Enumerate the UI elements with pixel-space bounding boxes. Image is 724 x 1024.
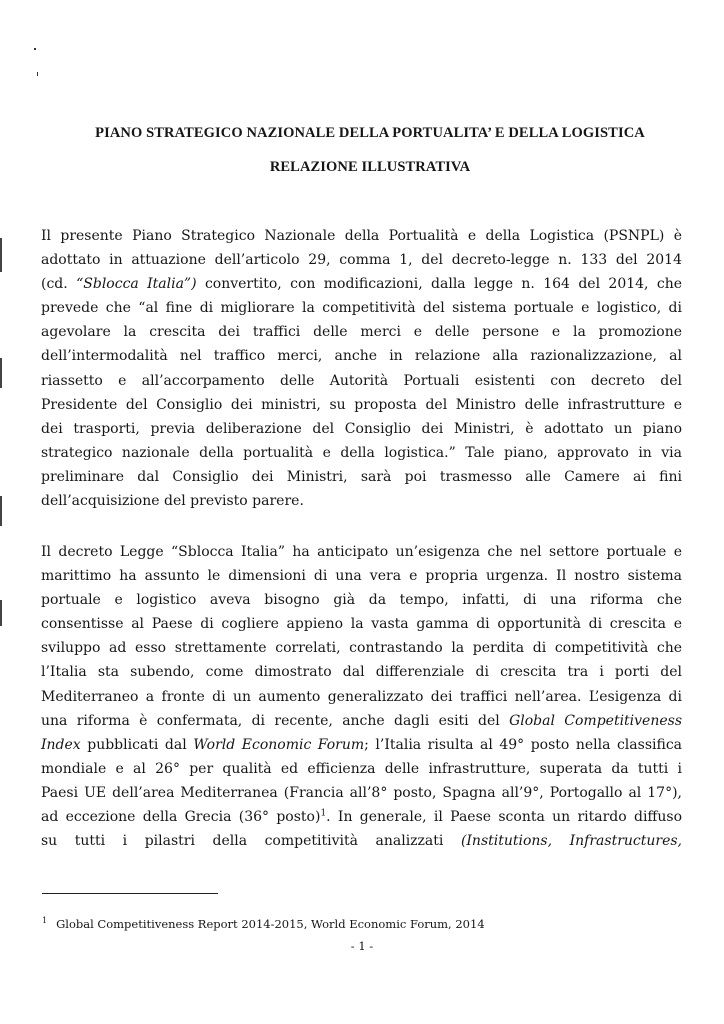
text-line: ad eccezione della Grecia (36° posto)$^1$. In generale, il Paese sconta un ritardo diffuso <box>41 808 683 826</box>
footnote-separator <box>42 893 218 894</box>
footnote <box>42 917 485 931</box>
text-line: Mediterraneo a fronte di un aumento generalizzato dei traffici nell’area. L’esigenza di <box>41 688 682 705</box>
scan-speck <box>34 48 36 50</box>
text-line: portuale e logistico aveva bisogno già da tempo, infatti, di una riforma che <box>41 592 682 609</box>
text-line: Paesi UE dell’area Mediterranea (Francia all’8° posto, Spagna all’9°, Portogallo al 17°), <box>41 784 682 801</box>
text-line: Presidente del Consiglio dei ministri, su proposta del Ministro delle infrastrutture e <box>41 396 682 413</box>
paragraph-intro <box>41 224 682 513</box>
paragraph-context <box>41 540 682 853</box>
text-line: Il presente Piano Strategico Nazionale della Portualità e della Logistica (PSNPL) è <box>41 228 682 244</box>
scan-speck <box>37 72 38 76</box>
text-line: sviluppo ad esso strettamente correlati, contrastando la perdita di competitività che <box>41 640 682 657</box>
text-line: Index pubblicati dal World Economic Forum; l’Italia risulta al 49° posto nella classifica <box>41 736 683 753</box>
scan-edge-mark <box>0 238 2 272</box>
text-line: Il decreto Legge “Sblocca Italia” ha anticipato un’esigenza che nel settore portuale e <box>41 544 682 560</box>
text-line: dei trasporti, previa deliberazione del Consiglio dei Ministri, è adottato un piano <box>41 420 682 437</box>
text-line: l’Italia sta subendo, come dimostrato dal differenziale di crescita tra i porti del <box>41 664 682 681</box>
text-line: una riforma è confermata, di recente, anche dagli esiti del Global Competitiveness <box>41 712 683 729</box>
scan-edge-mark <box>0 600 2 626</box>
footnote-reference: 1 <box>320 808 327 819</box>
document-title: PIANO STRATEGICO NAZIONALE DELLA PORTUALITA’ E DELLA LOGISTICA <box>95 125 645 141</box>
footnote-marker: 1 <box>42 916 48 926</box>
text-line: su tutti i pilastri della competitività analizzati (Institutions, Infrastructures, <box>41 833 682 850</box>
text-line: dell’acquisizione del previsto parere. <box>41 493 304 510</box>
text-line: adottato in attuazione dell’articolo 29, comma 1, del decreto-legge n. 133 del 2014 <box>41 252 682 269</box>
text-line: agevolare la crescita dei traffici delle merci e delle persone e la promozione <box>41 324 682 341</box>
page-number: - 1 - <box>350 939 374 953</box>
text-line: dell’intermodalità nel traffico merci, anche in relazione alla razionalizzazione, al <box>41 348 682 365</box>
text-line: consentisse al Paese di cogliere appieno la vasta gamma di opportunità di crescita e <box>41 616 682 633</box>
document-subtitle: RELAZIONE ILLUSTRATIVA <box>269 159 471 175</box>
text-line: prevede che “al fine di migliorare la competitività del sistema portuale e logistico, di <box>41 300 682 317</box>
text-line: preliminare dal Consiglio dei Ministri, sarà poi trasmesso alle Camere ai fini <box>41 468 682 485</box>
text-line: strategico nazionale della portualità e della logistica.” Tale piano, approvato in via <box>41 444 682 461</box>
text-line: marittimo ha assunto le dimensioni di una vera e propria urgenza. Il nostro sistema <box>41 568 682 585</box>
text-line: (cd. “Sblocca Italia”) convertito, con modificazioni, dalla legge n. 164 del 2014, che <box>41 276 683 293</box>
text-line: mondiale e al 26° per qualità ed efficienza delle infrastrutture, superata da tutti i <box>41 760 682 777</box>
text-line: riassetto e all’accorpamento delle Autorità Portuali esistenti con decreto del <box>41 372 682 389</box>
scan-edge-mark <box>0 496 2 526</box>
scan-edge-mark <box>0 358 2 388</box>
footnote-text: Global Competitiveness Report 2014-2015, World Economic Forum, 2014 <box>56 917 485 931</box>
